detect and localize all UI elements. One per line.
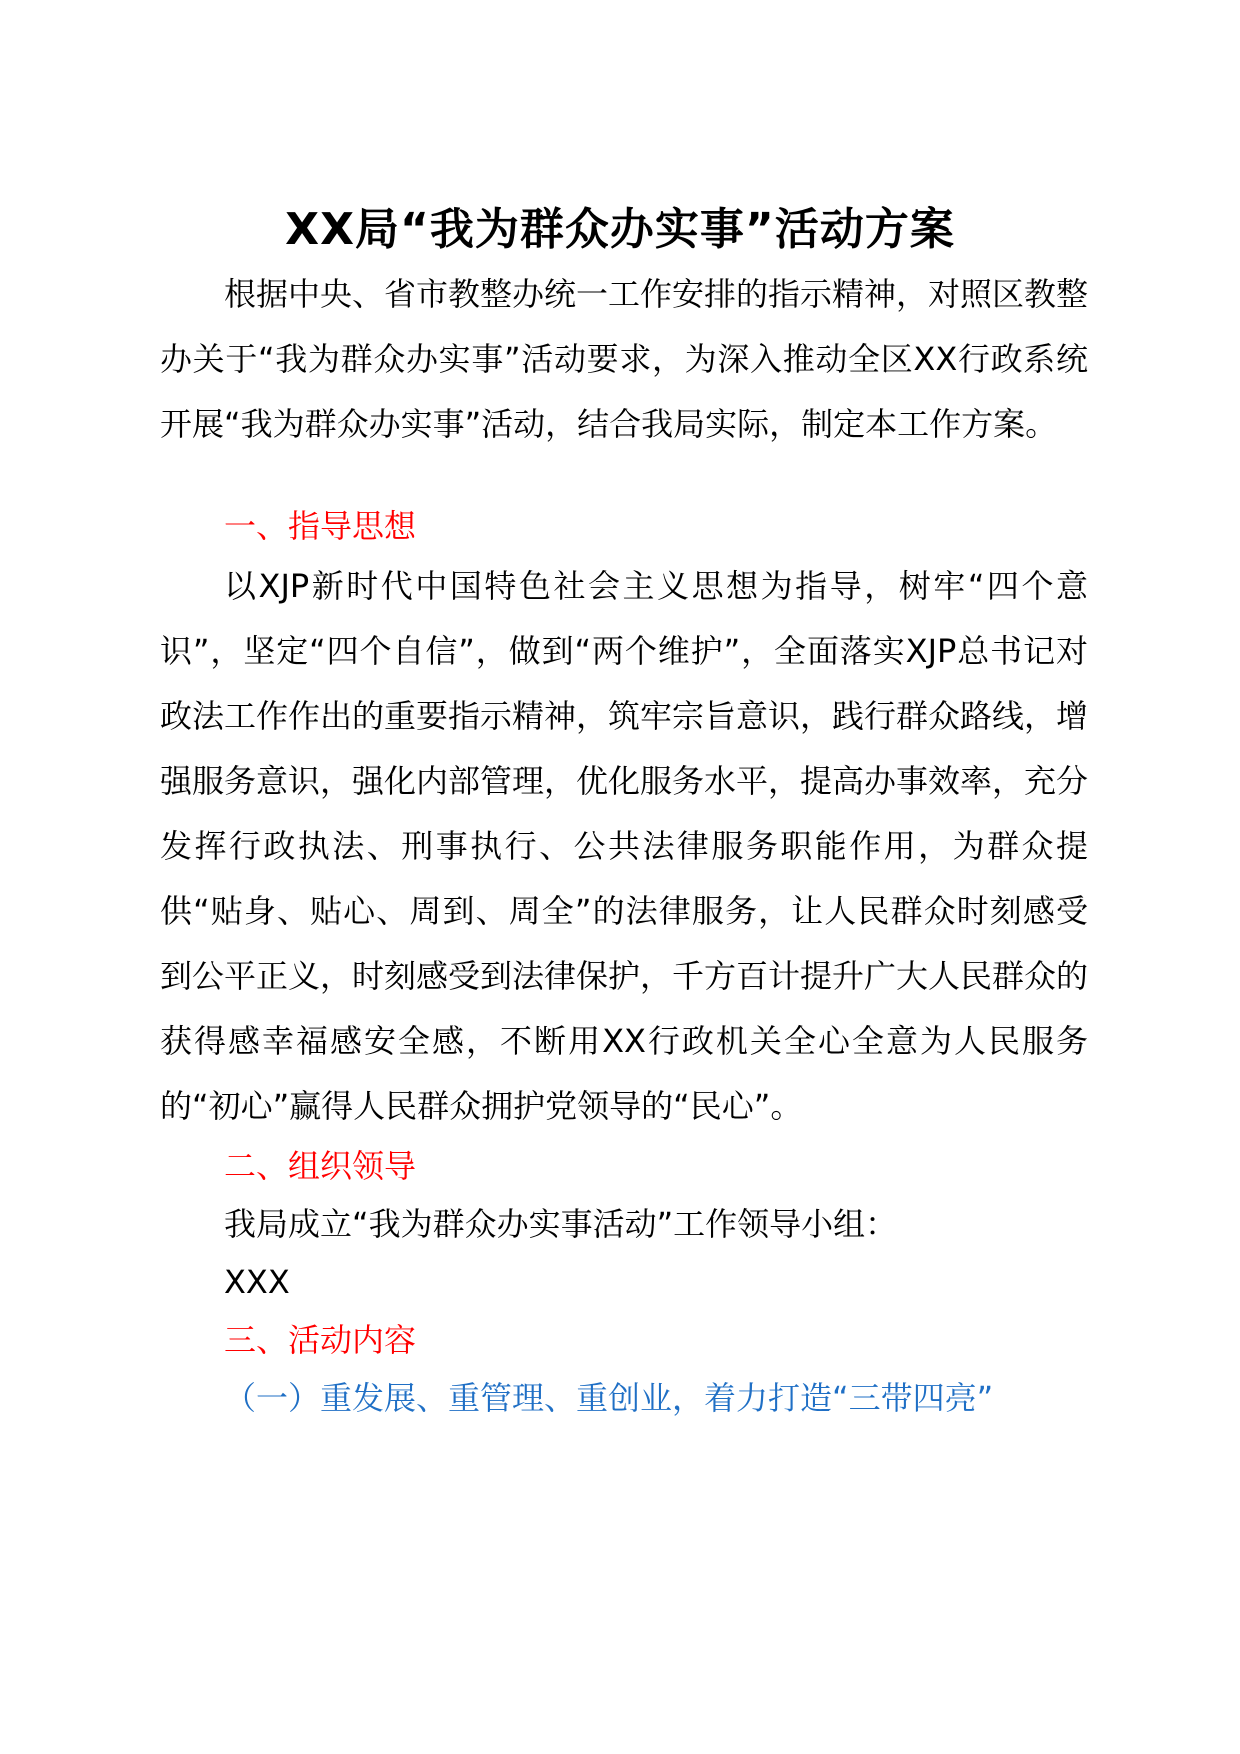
intro-paragraph: 根据中央、省市教整办统一工作安排的指示精神，对照区教整办关于“我为群众办实事”活动要求，为深入推动全区XX行政系统开展“我为群众办实事”活动，结合我局实际，制定本工作方案。 [160, 275, 1089, 443]
section-heading-guiding-ideology: 一、指导思想 [224, 507, 417, 545]
section-heading-activities: 三、活动内容 [224, 1321, 417, 1359]
leadership-group-line: 我局成立“我为群众办实事活动”工作领导小组： [224, 1205, 898, 1243]
guiding-ideology-paragraph: 以XJP新时代中国特色社会主义思想为指导，树牢“四个意识”，坚定“四个自信”，做到“两个维护”，全面落实XJP总书记对政法工作作出的重要指示精神，筑牢宗旨意识，践行群众路线，增强服务意识，强化内部管理，优化服务水平，提高办事效率，充分发挥行政执法、刑事执行、公共法律服务职能作用，为群众提供“贴身、贴心、周到、周全”的法律服务，让人民群众时刻感受到公平正义，时刻感受到法律保护，千方百计提升广大人民群众的获得感幸福感安全感，不断用XX行政机关全心全意为人民服务的“初心”赢得人民群众拥护党领导的“民心”。 [160, 567, 1089, 1125]
document-title: XX局“我为群众办实事”活动方案 [285, 204, 955, 255]
leadership-group-members: XXX [224, 1263, 290, 1301]
section-heading-organization: 二、组织领导 [224, 1147, 417, 1185]
subsection-heading-1: （一）重发展、重管理、重创业，着力打造“三带四亮” [224, 1379, 994, 1417]
